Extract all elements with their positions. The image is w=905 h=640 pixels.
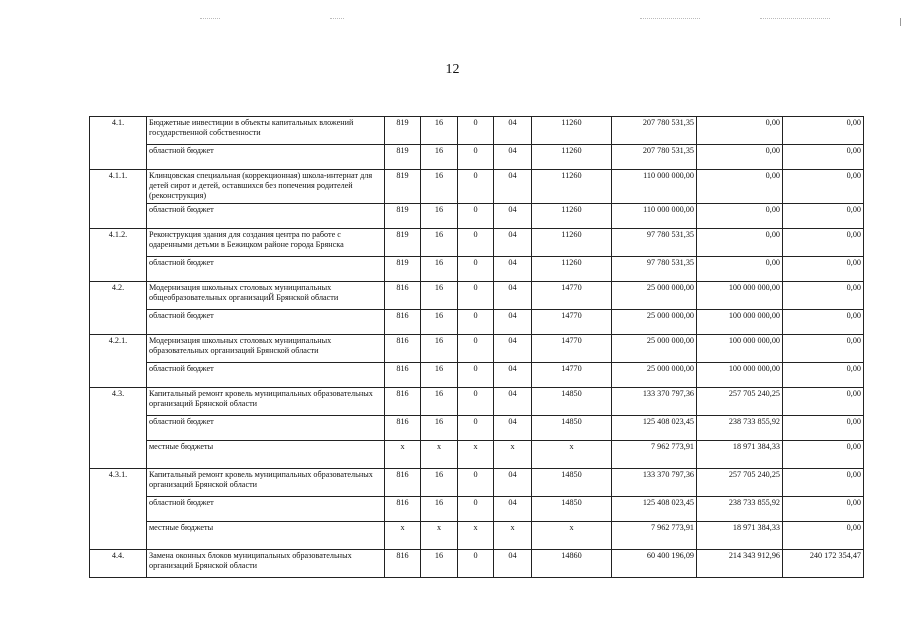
- code-direction-cell: 14860: [532, 550, 612, 578]
- code-grbs-cell: 816: [385, 469, 421, 497]
- code-program-cell: x: [458, 522, 494, 550]
- amount-year1-cell: 25 000 000,00: [612, 335, 697, 363]
- code-subprogram-cell: 04: [494, 335, 532, 363]
- amount-year1-cell: 207 780 531,35: [612, 117, 697, 145]
- code-subprogram-cell: 04: [494, 310, 532, 335]
- code-direction-cell: 14770: [532, 335, 612, 363]
- code-subprogram-cell: x: [494, 522, 532, 550]
- code-grbs-cell: 816: [385, 310, 421, 335]
- row-number-cell: [90, 204, 147, 229]
- code-direction-cell: 11260: [532, 145, 612, 170]
- code-direction-cell: 14850: [532, 497, 612, 522]
- amount-year2-cell: 0,00: [697, 257, 783, 282]
- amount-year3-cell: 240 172 354,47: [783, 550, 864, 578]
- code-section-cell: 16: [421, 257, 458, 282]
- row-number-cell: 4.2.: [90, 282, 147, 310]
- code-direction-cell: 14770: [532, 282, 612, 310]
- scan-speck: [640, 18, 700, 20]
- code-program-cell: 0: [458, 469, 494, 497]
- code-section-cell: 16: [421, 204, 458, 229]
- row-number-cell: [90, 441, 147, 469]
- table-row: [90, 310, 864, 335]
- row-number-cell: [90, 522, 147, 550]
- row-number-cell: 4.1.2.: [90, 229, 147, 257]
- code-grbs-cell: 816: [385, 335, 421, 363]
- amount-year1-cell: 25 000 000,00: [612, 310, 697, 335]
- item-name-cell: Бюджетные инвестиции в объекты капитальных вложений государственной собственности: [147, 117, 385, 145]
- amount-year3-cell: 0,00: [783, 257, 864, 282]
- amount-year1-cell: 110 000 000,00: [612, 204, 697, 229]
- code-direction-cell: 14850: [532, 469, 612, 497]
- item-name-cell: Модернизация школьных столовых муниципальных образовательных организаций Брянской области: [147, 335, 385, 363]
- row-number-cell: [90, 497, 147, 522]
- amount-year1-cell: 125 408 023,45: [612, 497, 697, 522]
- code-subprogram-cell: 04: [494, 257, 532, 282]
- code-grbs-cell: 816: [385, 497, 421, 522]
- item-name-cell: областной бюджет: [147, 145, 385, 170]
- code-grbs-cell: 819: [385, 229, 421, 257]
- page-number: 12: [445, 62, 460, 77]
- item-name-cell: Реконструкция здания для создания центра по работе с одаренными детьми в Бежицком районе города Брянска: [147, 229, 385, 257]
- amount-year3-cell: 0,00: [783, 170, 864, 204]
- code-program-cell: 0: [458, 497, 494, 522]
- row-number-cell: [90, 363, 147, 388]
- code-subprogram-cell: 04: [494, 170, 532, 204]
- code-program-cell: x: [458, 441, 494, 469]
- item-name-cell: областной бюджет: [147, 310, 385, 335]
- code-program-cell: 0: [458, 335, 494, 363]
- item-name-cell: Модернизация школьных столовых муниципальных общеобразовательных организациЙ Брянской области: [147, 282, 385, 310]
- row-number-cell: [90, 416, 147, 441]
- code-program-cell: 0: [458, 416, 494, 441]
- table-row: [90, 229, 864, 257]
- code-subprogram-cell: 04: [494, 550, 532, 578]
- code-subprogram-cell: 04: [494, 117, 532, 145]
- amount-year3-cell: 0,00: [783, 204, 864, 229]
- code-direction-cell: 14850: [532, 388, 612, 416]
- code-direction-cell: 11260: [532, 170, 612, 204]
- code-direction-cell: 11260: [532, 257, 612, 282]
- amount-year2-cell: 0,00: [697, 204, 783, 229]
- budget-table: [89, 116, 864, 578]
- scan-artifacts: [0, 14, 905, 24]
- amount-year2-cell: 257 705 240,25: [697, 388, 783, 416]
- amount-year3-cell: 0,00: [783, 388, 864, 416]
- amount-year1-cell: 7 962 773,91: [612, 441, 697, 469]
- amount-year2-cell: 100 000 000,00: [697, 282, 783, 310]
- code-section-cell: x: [421, 441, 458, 469]
- code-section-cell: 16: [421, 497, 458, 522]
- code-program-cell: 0: [458, 282, 494, 310]
- code-grbs-cell: 816: [385, 550, 421, 578]
- row-number-cell: [90, 145, 147, 170]
- amount-year2-cell: 238 733 855,92: [697, 497, 783, 522]
- code-direction-cell: 11260: [532, 204, 612, 229]
- item-name-cell: областной бюджет: [147, 497, 385, 522]
- code-subprogram-cell: 04: [494, 229, 532, 257]
- code-grbs-cell: 819: [385, 145, 421, 170]
- item-name-cell: Замена оконных блоков муниципальных образовательных организаций Брянской области: [147, 550, 385, 578]
- amount-year3-cell: 0,00: [783, 310, 864, 335]
- code-direction-cell: 14850: [532, 416, 612, 441]
- row-number-cell: 4.3.: [90, 388, 147, 416]
- code-section-cell: 16: [421, 363, 458, 388]
- amount-year1-cell: 133 370 797,36: [612, 388, 697, 416]
- item-name-cell: областной бюджет: [147, 416, 385, 441]
- table-row: [90, 469, 864, 497]
- amount-year3-cell: 0,00: [783, 441, 864, 469]
- table-row: [90, 170, 864, 204]
- table-row: [90, 282, 864, 310]
- table-row: [90, 388, 864, 416]
- code-grbs-cell: 816: [385, 363, 421, 388]
- code-section-cell: 16: [421, 170, 458, 204]
- code-grbs-cell: x: [385, 441, 421, 469]
- code-section-cell: 16: [421, 310, 458, 335]
- code-subprogram-cell: 04: [494, 363, 532, 388]
- code-subprogram-cell: 04: [494, 145, 532, 170]
- table-row: [90, 441, 864, 469]
- scan-speck: [200, 18, 220, 20]
- amount-year1-cell: 25 000 000,00: [612, 363, 697, 388]
- table-row: [90, 335, 864, 363]
- code-program-cell: 0: [458, 550, 494, 578]
- table-body: [90, 117, 864, 578]
- amount-year3-cell: 0,00: [783, 335, 864, 363]
- amount-year1-cell: 125 408 023,45: [612, 416, 697, 441]
- table-row: [90, 497, 864, 522]
- amount-year3-cell: 0,00: [783, 229, 864, 257]
- row-number-cell: 4.4.: [90, 550, 147, 578]
- amount-year2-cell: 0,00: [697, 117, 783, 145]
- scan-edge-mark: [900, 18, 901, 26]
- table-row: [90, 550, 864, 578]
- code-section-cell: x: [421, 522, 458, 550]
- amount-year3-cell: 0,00: [783, 416, 864, 441]
- row-number-cell: 4.3.1.: [90, 469, 147, 497]
- amount-year2-cell: 257 705 240,25: [697, 469, 783, 497]
- code-grbs-cell: 816: [385, 388, 421, 416]
- code-grbs-cell: 819: [385, 257, 421, 282]
- code-program-cell: 0: [458, 363, 494, 388]
- code-subprogram-cell: 04: [494, 282, 532, 310]
- code-subprogram-cell: 04: [494, 497, 532, 522]
- item-name-cell: областной бюджет: [147, 204, 385, 229]
- amount-year3-cell: 0,00: [783, 469, 864, 497]
- item-name-cell: Капитальный ремонт кровель муниципальных образовательных организаций Брянской области: [147, 388, 385, 416]
- table-row: [90, 257, 864, 282]
- amount-year2-cell: 18 971 384,33: [697, 522, 783, 550]
- code-program-cell: 0: [458, 310, 494, 335]
- amount-year2-cell: 100 000 000,00: [697, 335, 783, 363]
- code-section-cell: 16: [421, 117, 458, 145]
- amount-year3-cell: 0,00: [783, 145, 864, 170]
- code-grbs-cell: 819: [385, 204, 421, 229]
- code-section-cell: 16: [421, 145, 458, 170]
- amount-year2-cell: 238 733 855,92: [697, 416, 783, 441]
- amount-year1-cell: 110 000 000,00: [612, 170, 697, 204]
- amount-year1-cell: 97 780 531,35: [612, 257, 697, 282]
- scan-speck: [330, 18, 344, 20]
- code-subprogram-cell: x: [494, 441, 532, 469]
- amount-year1-cell: 7 962 773,91: [612, 522, 697, 550]
- code-subprogram-cell: 04: [494, 204, 532, 229]
- code-program-cell: 0: [458, 388, 494, 416]
- row-number-cell: 4.2.1.: [90, 335, 147, 363]
- table-row: [90, 117, 864, 145]
- amount-year2-cell: 100 000 000,00: [697, 310, 783, 335]
- code-section-cell: 16: [421, 282, 458, 310]
- code-subprogram-cell: 04: [494, 416, 532, 441]
- amount-year3-cell: 0,00: [783, 117, 864, 145]
- row-number-cell: 4.1.1.: [90, 170, 147, 204]
- code-direction-cell: 14770: [532, 363, 612, 388]
- row-number-cell: 4.1.: [90, 117, 147, 145]
- amount-year2-cell: 18 971 384,33: [697, 441, 783, 469]
- table-row: [90, 522, 864, 550]
- item-name-cell: местные бюджеты: [147, 441, 385, 469]
- code-direction-cell: x: [532, 441, 612, 469]
- amount-year2-cell: 0,00: [697, 170, 783, 204]
- item-name-cell: областной бюджет: [147, 257, 385, 282]
- amount-year3-cell: 0,00: [783, 282, 864, 310]
- item-name-cell: Капитальный ремонт кровель муниципальных образовательных организаций Брянской области: [147, 469, 385, 497]
- amount-year2-cell: 100 000 000,00: [697, 363, 783, 388]
- code-program-cell: 0: [458, 204, 494, 229]
- code-section-cell: 16: [421, 335, 458, 363]
- amount-year1-cell: 25 000 000,00: [612, 282, 697, 310]
- code-grbs-cell: 819: [385, 170, 421, 204]
- code-grbs-cell: 819: [385, 117, 421, 145]
- code-grbs-cell: x: [385, 522, 421, 550]
- amount-year1-cell: 133 370 797,36: [612, 469, 697, 497]
- code-direction-cell: 11260: [532, 117, 612, 145]
- amount-year1-cell: 97 780 531,35: [612, 229, 697, 257]
- code-grbs-cell: 816: [385, 416, 421, 441]
- amount-year1-cell: 207 780 531,35: [612, 145, 697, 170]
- table-row: [90, 363, 864, 388]
- code-program-cell: 0: [458, 170, 494, 204]
- code-section-cell: 16: [421, 469, 458, 497]
- table-row: [90, 204, 864, 229]
- row-number-cell: [90, 310, 147, 335]
- table-row: [90, 416, 864, 441]
- amount-year2-cell: 0,00: [697, 229, 783, 257]
- amount-year2-cell: 214 343 912,96: [697, 550, 783, 578]
- amount-year3-cell: 0,00: [783, 363, 864, 388]
- item-name-cell: Клинцовская специальная (коррекционная) школа-интернат для детей сирот и детей, оставшихся без попечения родителей (реконструкция): [147, 170, 385, 204]
- row-number-cell: [90, 257, 147, 282]
- code-section-cell: 16: [421, 229, 458, 257]
- table-row: [90, 145, 864, 170]
- code-program-cell: 0: [458, 257, 494, 282]
- code-subprogram-cell: 04: [494, 469, 532, 497]
- code-direction-cell: x: [532, 522, 612, 550]
- amount-year3-cell: 0,00: [783, 497, 864, 522]
- code-grbs-cell: 816: [385, 282, 421, 310]
- code-program-cell: 0: [458, 117, 494, 145]
- code-direction-cell: 14770: [532, 310, 612, 335]
- code-subprogram-cell: 04: [494, 388, 532, 416]
- code-program-cell: 0: [458, 145, 494, 170]
- code-program-cell: 0: [458, 229, 494, 257]
- code-section-cell: 16: [421, 550, 458, 578]
- amount-year2-cell: 0,00: [697, 145, 783, 170]
- code-section-cell: 16: [421, 388, 458, 416]
- amount-year3-cell: 0,00: [783, 522, 864, 550]
- item-name-cell: местные бюджеты: [147, 522, 385, 550]
- code-section-cell: 16: [421, 416, 458, 441]
- item-name-cell: областной бюджет: [147, 363, 385, 388]
- scan-speck: [760, 18, 830, 20]
- amount-year1-cell: 60 400 196,09: [612, 550, 697, 578]
- code-direction-cell: 11260: [532, 229, 612, 257]
